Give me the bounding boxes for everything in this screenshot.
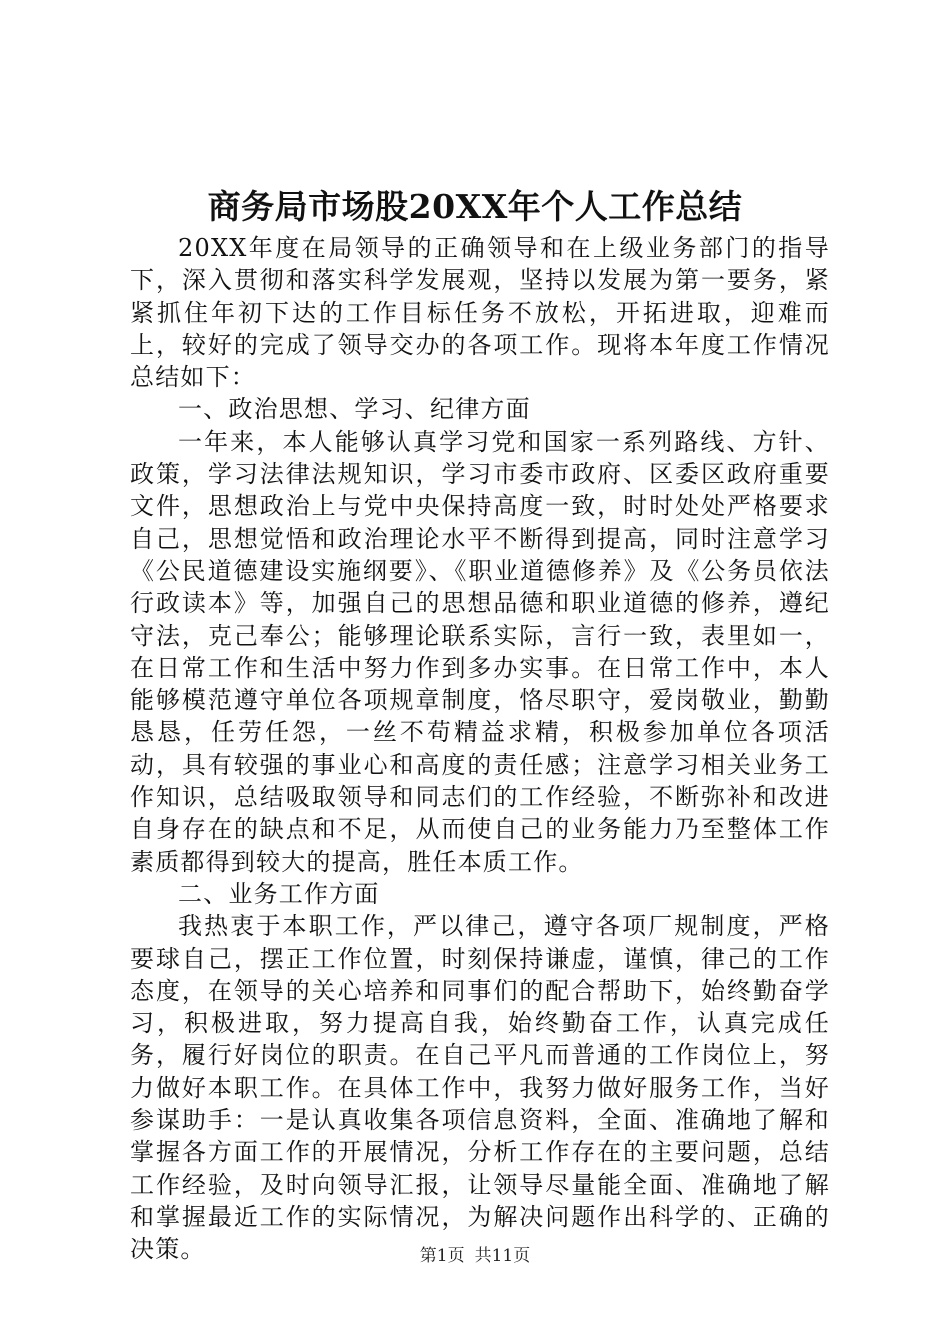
document-title: 商务局市场股20XX年个人工作总结 — [207, 187, 743, 226]
document-body — [130, 232, 830, 1266]
paragraph-business: 我热衷于本职工作，严以律己，遵守各项厂规制度，严格要球自己，摆正工作位置，时刻保持谦虚，谨慎，律己的工作态度，在领导的关心培养和同事们的配合帮助下，始终勤奋学习，积极进取，努力提高自我，始终勤奋工作，认真完成任务，履行好岗位的职责。在自己平凡而普通的工作岗位上，努力做好本职工作。在具体工作中，我努力做好服务工作，当好参谋助手：一是认真收集各项信息资料，全面、准确地了解和掌握各方面工作的开展情况，分析工作存在的主要问题，总结工作经验，及时向领导汇报，让领导尽量能全面、准确地了解和掌握最近工作的实际情况，为解决问题作出科学的、正确的决策。 — [130, 912, 830, 1264]
paragraph-politics: 一年来，本人能够认真学习党和国家一系列路线、方针、政策，学习法律法规知识，学习市委市政府、区委区政府重要文件，思想政治上与党中央保持高度一致，时时处处严格要求自己，思想觉悟和政治理论水平不断得到提高，同时注意学习《公民道德建设实施纲要》、《职业道德修养》及《公务员依法行政读本》等，加强自己的思想品德和职业道德的修养，遵纪守法，克己奉公；能够理论联系实际，言行一致，表里如一，在日常工作和生活中努力作到多办实事。在日常工作中，本人能够模范遵守单位各项规章制度，恪尽职守，爱岗敬业，勤勤恳恳，任劳任怨，一丝不苟精益求精，积极参加单位各项活动，具有较强的事业心和高度的责任感；注意学习相关业务工作知识，总结吸取领导和同志们的工作经验，不断弥补和改进自身存在的缺点和不足，从而使自己的业务能力乃至整体工作素质都得到较大的提高，胜任本质工作。 — [130, 427, 830, 876]
section-heading-business: 二、业务工作方面 — [178, 879, 380, 908]
page-number: 第1页 — [419, 1246, 465, 1266]
section-heading-politics: 一、政治思想、学习、纪律方面 — [178, 395, 531, 424]
page-total: 共11页 — [474, 1246, 531, 1266]
paragraph-intro: 20XX年度在局领导的正确领导和在上级业务部门的指导下，深入贯彻和落实科学发展观，坚持以发展为第一要务，紧紧抓住年初下达的工作目标任务不放松，开拓进取，迎难而上，较好的完成了领导交办的各项工作。现将本年度工作情况总结如下： — [130, 234, 830, 392]
page-footer — [0, 1245, 950, 1267]
